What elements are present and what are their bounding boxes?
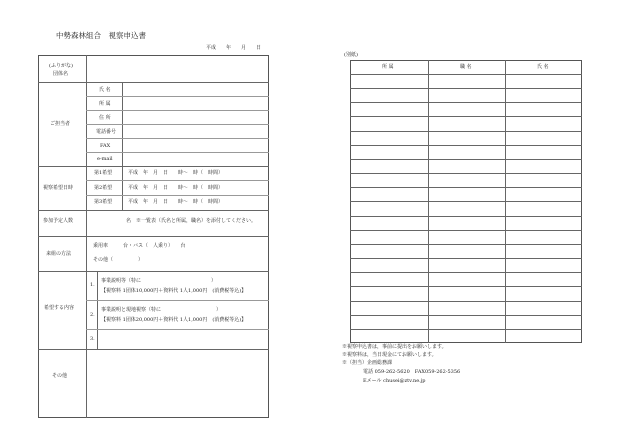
wish-1-text[interactable]: 平成 年 月 日 時～ 時（ 時間） [128, 170, 224, 176]
table-row-divider [350, 286, 582, 287]
contact-phone-label: 電話番号 [96, 129, 117, 135]
transport-label: 来組の方法 [46, 251, 72, 257]
table-row-divider [350, 173, 582, 174]
content-2-line-1[interactable]: 事業説明と現地視察（特に ） [101, 307, 222, 313]
wish-2-label: 第2希望 [94, 185, 113, 191]
group-name-field[interactable] [87, 57, 268, 81]
table-row-divider [350, 159, 582, 160]
contact-email-label: e-mail [97, 156, 113, 162]
contact-name-label: 氏 名 [99, 87, 111, 93]
wish-3-label: 第3希望 [94, 199, 113, 205]
table-row-divider [350, 187, 582, 188]
header-affiliation: 所 属 [382, 64, 394, 70]
note-2: ※視察料は，当日現金にてお願いします。 [342, 352, 437, 358]
note-1: ※視察申込書は，事前に提出をお願いします。 [342, 344, 447, 350]
group-label-small: (ふりがな) [49, 63, 73, 69]
table-row-divider [350, 74, 582, 75]
attachment-tag: (別紙) [344, 52, 358, 58]
content-label: 希望する内容 [44, 305, 75, 311]
wish-2-text[interactable]: 平成 年 月 日 時～ 時（ 時間） [128, 185, 224, 191]
other-label: その他 [52, 373, 68, 379]
header-name: 氏 名 [537, 64, 549, 70]
transport-line-2[interactable]: その他（ ） [93, 257, 144, 263]
content-2-line-2: 【視察料 1団体20,000円＋資料代 1人1,000円 (消費税等込)】 [101, 317, 247, 323]
schedule-label: 視察希望日時 [43, 185, 74, 191]
table-row-divider [350, 88, 582, 89]
transport-line-1[interactable]: 乗用車 台・バス（ 人乗り） 台 [93, 243, 186, 249]
table-row-divider [350, 230, 582, 231]
content-2-num: 2. [90, 312, 95, 318]
content-3-num: 3. [90, 336, 95, 342]
form-title: 中勢森林組合 視察申込書 [56, 31, 146, 40]
table-row-divider [350, 116, 582, 117]
table-row-divider [350, 315, 582, 316]
people-label: 参加予定人数 [43, 218, 74, 224]
people-text[interactable]: 名 ※一覧表（氏名と所属，職名）を添付してください。 [126, 218, 257, 224]
table-row-divider [350, 131, 582, 132]
table-row-divider [350, 145, 582, 146]
content-1-line-1[interactable]: 事業説明等（特に ） [101, 278, 217, 284]
note-5: Eメール chusei@ztv.ne.jp [363, 378, 426, 384]
contact-fax-label: FAX [100, 143, 111, 149]
table-row-divider [350, 272, 582, 273]
note-4: 電話 059-262-5620 FAX059-262-5356 [363, 369, 461, 375]
content-1-line-2: 【視察料 1団体10,000円＋資料代 1人1,000円 (消費税等込)】 [101, 288, 247, 294]
table-row-divider [350, 201, 582, 202]
date-line: 平成 年 月 日 [206, 45, 262, 51]
contact-label: ご担当者 [50, 121, 71, 127]
table-row-divider [350, 244, 582, 245]
header-title: 職 名 [460, 64, 472, 70]
content-1-num: 1. [90, 282, 95, 288]
group-label: 団体名 [53, 71, 69, 77]
table-row-divider [350, 216, 582, 217]
table-row-divider [350, 329, 582, 330]
wish-3-text[interactable]: 平成 年 月 日 時～ 時（ 時間） [128, 199, 224, 205]
table-row-divider [350, 102, 582, 103]
contact-address-label: 住 所 [99, 115, 111, 121]
contact-dept-label: 所 属 [99, 101, 111, 107]
wish-1-label: 第1希望 [94, 170, 113, 176]
table-row-divider [350, 301, 582, 302]
table-row-divider [350, 258, 582, 259]
other-field[interactable] [87, 351, 268, 417]
note-3: ※（担当）企画総務課 [342, 360, 393, 366]
